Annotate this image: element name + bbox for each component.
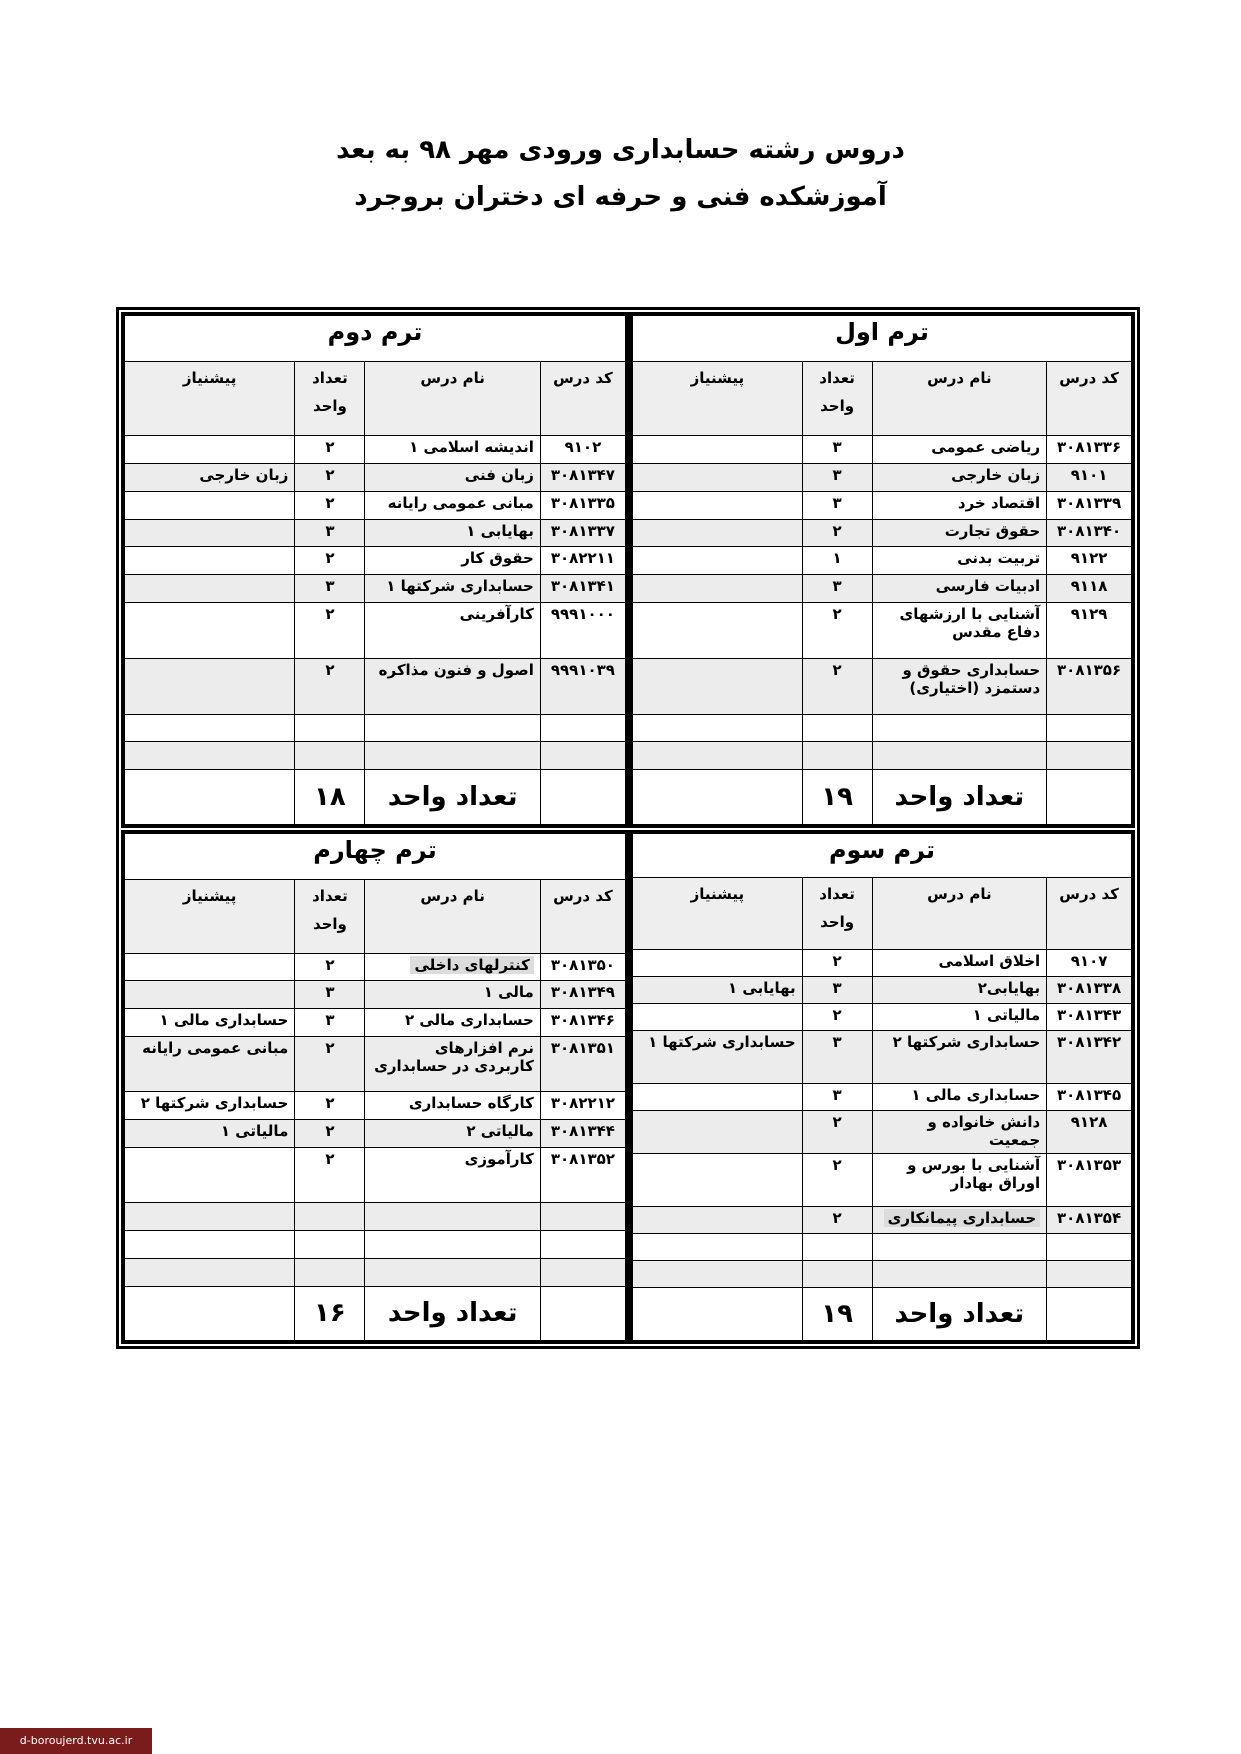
- col-header-name: نام درس: [872, 878, 1047, 949]
- course-code: ۳۰۸۱۳۴۴: [540, 1120, 625, 1148]
- course-name: [365, 1147, 540, 1203]
- table-row: [633, 547, 1132, 575]
- course-name: [872, 519, 1047, 547]
- term-2-table: [121, 312, 629, 828]
- course-code: ۳۰۸۱۳۵۴: [1047, 1207, 1132, 1234]
- course-units: [295, 714, 365, 742]
- table-row: [633, 1111, 1132, 1153]
- course-units: ۲: [295, 436, 365, 464]
- col-header-code: کد درس: [1047, 362, 1132, 436]
- course-name: [365, 547, 540, 575]
- total-label: تعداد واحد: [365, 1286, 540, 1340]
- course-code: ۳۰۸۱۳۳۶: [1047, 436, 1132, 464]
- total-units: ۱۸: [295, 770, 365, 825]
- course-name: [365, 981, 540, 1009]
- course-name: [365, 1231, 540, 1259]
- course-prereq: [125, 1147, 295, 1203]
- col-header-prereq: پیشنیاز: [633, 878, 803, 949]
- course-code: ۳۰۸۱۳۴۲: [1047, 1030, 1132, 1084]
- course-prereq: بهایابی ۱: [633, 976, 803, 1003]
- course-code: ۳۰۸۱۳۵۰: [540, 953, 625, 981]
- course-prereq: [125, 742, 295, 770]
- col-header-code: کد درس: [540, 879, 625, 953]
- col-header-units: تعداد واحد: [295, 879, 365, 953]
- course-units: ۳: [802, 491, 872, 519]
- course-code: [1047, 1261, 1132, 1288]
- course-code: [540, 714, 625, 742]
- course-code: ۹۱۰۷: [1047, 949, 1132, 976]
- course-name-text: کنترلهای داخلی: [410, 956, 533, 974]
- course-units: ۲: [295, 658, 365, 714]
- course-units: ۳: [295, 519, 365, 547]
- table-row: [633, 519, 1132, 547]
- course-code: ۳۰۸۱۳۳۸: [1047, 976, 1132, 1003]
- course-name: [872, 742, 1047, 770]
- col-header-prereq: پیشنیاز: [633, 362, 803, 436]
- term-title: ترم چهارم: [125, 834, 626, 880]
- term-title: ترم سوم: [633, 834, 1132, 878]
- course-code: ۳۰۸۱۳۴۰: [1047, 519, 1132, 547]
- course-code: [540, 1258, 625, 1286]
- table-row: [125, 547, 626, 575]
- course-name: [365, 1258, 540, 1286]
- table-row: [633, 436, 1132, 464]
- course-prereq: [125, 1258, 295, 1286]
- course-prereq: [633, 491, 803, 519]
- course-prereq: [633, 1111, 803, 1153]
- course-code: ۳۰۸۲۲۱۱: [540, 547, 625, 575]
- course-prereq: [633, 949, 803, 976]
- total-label: تعداد واحد: [872, 770, 1047, 825]
- table-row: [125, 1147, 626, 1203]
- course-name-text: کارآموزی: [464, 1149, 534, 1168]
- course-prereq: [125, 603, 295, 659]
- course-name: [872, 1207, 1047, 1234]
- course-units: [802, 1261, 872, 1288]
- course-name: [872, 547, 1047, 575]
- course-code: ۹۱۲۸: [1047, 1111, 1132, 1153]
- course-code: ۹۱۲۹: [1047, 603, 1132, 659]
- course-units: [295, 1203, 365, 1231]
- table-row: [633, 603, 1132, 659]
- course-units: ۳: [802, 976, 872, 1003]
- course-units: ۲: [802, 658, 872, 714]
- term-title: ترم اول: [633, 316, 1132, 362]
- course-name: [872, 976, 1047, 1003]
- course-name-text: حسابداری پیمانکاری: [884, 1209, 1041, 1227]
- course-name: [365, 603, 540, 659]
- course-code: ۳۰۸۱۳۴۷: [540, 463, 625, 491]
- table-row: [633, 1084, 1132, 1111]
- term-1-table: [629, 312, 1135, 828]
- col-header-units: تعداد واحد: [802, 878, 872, 949]
- col-header-name: نام درس: [365, 362, 540, 436]
- course-name-text: نرم افزارهای کاربردی در حسابداری: [374, 1038, 534, 1075]
- course-name-text: ادبیات فارسی: [935, 577, 1041, 596]
- course-prereq: حسابداری شرکتها ۲: [125, 1092, 295, 1120]
- course-name-text: بهایابی۲: [977, 978, 1041, 997]
- course-prereq: [125, 575, 295, 603]
- course-units: ۲: [295, 547, 365, 575]
- course-units: [295, 1258, 365, 1286]
- course-name-text: دانش خانواده و جمعیت: [927, 1113, 1041, 1150]
- table-row: [125, 742, 626, 770]
- course-name: [365, 575, 540, 603]
- course-units: ۲: [295, 603, 365, 659]
- course-prereq: [633, 463, 803, 491]
- course-name: [872, 1153, 1047, 1207]
- course-prereq: [125, 1203, 295, 1231]
- course-name-text: اخلاق اسلامی: [938, 951, 1041, 970]
- total-label: تعداد واحد: [365, 770, 540, 825]
- course-code: ۳۰۸۱۳۳۹: [1047, 491, 1132, 519]
- table-row: [125, 953, 626, 981]
- course-units: ۲: [802, 1003, 872, 1030]
- course-prereq: [633, 1261, 803, 1288]
- course-code: [1047, 742, 1132, 770]
- course-name-text: مالیاتی ۲: [466, 1122, 534, 1141]
- table-row: [125, 463, 626, 491]
- curriculum-frame: [116, 307, 1140, 1349]
- course-code: [540, 1203, 625, 1231]
- course-name-text: بهایابی ۱: [466, 521, 534, 540]
- course-units: ۱: [802, 547, 872, 575]
- course-prereq: [633, 575, 803, 603]
- course-prereq: مالیاتی ۱: [125, 1120, 295, 1148]
- course-prereq: [633, 1153, 803, 1207]
- table-row: [125, 491, 626, 519]
- course-prereq: [633, 658, 803, 714]
- course-prereq: [125, 547, 295, 575]
- course-name-text: مالیاتی ۱: [972, 1005, 1041, 1024]
- course-name: [872, 603, 1047, 659]
- course-units: ۲: [802, 949, 872, 976]
- total-label: تعداد واحد: [872, 1288, 1047, 1341]
- course-code: ۳۰۸۱۳۴۹: [540, 981, 625, 1009]
- table-row: [125, 436, 626, 464]
- course-code: ۳۰۸۱۳۵۳: [1047, 1153, 1132, 1207]
- course-name-text: آشنایی با ارزشهای دفاع مقدس: [899, 605, 1041, 642]
- course-name: [365, 742, 540, 770]
- table-row: [125, 1036, 626, 1092]
- table-row: [633, 1261, 1132, 1288]
- course-code: ۳۰۸۱۳۴۶: [540, 1009, 625, 1037]
- term-4-table: [121, 830, 629, 1344]
- table-row: [125, 658, 626, 714]
- course-units: ۳: [802, 1084, 872, 1111]
- course-prereq: [633, 519, 803, 547]
- course-name-text: حقوق کار: [461, 549, 534, 568]
- course-prereq: [633, 714, 803, 742]
- course-name: [365, 491, 540, 519]
- course-prereq: [125, 1231, 295, 1259]
- table-row: [125, 1092, 626, 1120]
- course-name: [365, 463, 540, 491]
- course-name-text: اقتصاد خرد: [957, 493, 1041, 512]
- course-prereq: [633, 1207, 803, 1234]
- table-row: [633, 658, 1132, 714]
- course-units: ۳: [802, 463, 872, 491]
- table-row: [125, 1009, 626, 1037]
- course-name-text: زبان فنی: [464, 465, 534, 484]
- term-3-table: [629, 830, 1135, 1344]
- col-header-prereq: پیشنیاز: [125, 879, 295, 953]
- course-units: ۲: [802, 1111, 872, 1153]
- course-units: ۲: [295, 953, 365, 981]
- course-prereq: [125, 519, 295, 547]
- total-row: [125, 1286, 626, 1340]
- course-name-text: اندیشه اسلامی ۱: [409, 438, 534, 456]
- course-prereq: [633, 436, 803, 464]
- course-prereq: [125, 953, 295, 981]
- course-name: [872, 1084, 1047, 1111]
- course-prereq: [125, 436, 295, 464]
- table-row: [125, 603, 626, 659]
- course-name: [365, 519, 540, 547]
- course-units: ۲: [295, 1036, 365, 1092]
- course-units: ۲: [802, 603, 872, 659]
- course-name: [872, 714, 1047, 742]
- course-units: ۲: [295, 491, 365, 519]
- course-name: [872, 658, 1047, 714]
- course-units: ۲: [295, 1147, 365, 1203]
- course-name: [365, 953, 540, 981]
- course-prereq: حسابداری شرکتها ۱: [633, 1030, 803, 1084]
- course-name: [872, 1030, 1047, 1084]
- course-prereq: [633, 1003, 803, 1030]
- course-name-text: مبانی عمومی رایانه: [387, 493, 534, 512]
- course-code: ۹۱۰۲: [540, 436, 625, 464]
- total-units: ۱۹: [802, 770, 872, 825]
- col-header-code: کد درس: [1047, 878, 1132, 949]
- col-header-code: کد درس: [540, 362, 625, 436]
- table-row: [125, 1231, 626, 1259]
- course-name-text: حسابداری مالی ۲: [404, 1011, 534, 1030]
- document-title: دروس رشته حسابداری ورودی مهر ۹۸ به بعد: [336, 135, 905, 165]
- course-code: ۳۰۸۱۳۵۱: [540, 1036, 625, 1092]
- course-code: ۹۹۹۱۰۳۹: [540, 658, 625, 714]
- table-row: [125, 981, 626, 1009]
- course-prereq: [125, 714, 295, 742]
- total-units: ۱۹: [802, 1288, 872, 1341]
- course-units: ۲: [802, 519, 872, 547]
- course-units: [802, 714, 872, 742]
- course-prereq: [125, 981, 295, 1009]
- course-units: ۲: [295, 1120, 365, 1148]
- course-units: ۲: [802, 1207, 872, 1234]
- course-units: ۲: [802, 1153, 872, 1207]
- course-code: ۹۹۹۱۰۰۰: [540, 603, 625, 659]
- course-units: ۳: [295, 981, 365, 1009]
- course-prereq: مبانی عمومی رایانه: [125, 1036, 295, 1092]
- col-header-prereq: پیشنیاز: [125, 362, 295, 436]
- table-row: [633, 949, 1132, 976]
- table-row: [633, 742, 1132, 770]
- course-name: [365, 1203, 540, 1231]
- course-name: [872, 575, 1047, 603]
- course-prereq: زبان خارجی: [125, 463, 295, 491]
- course-name: [365, 658, 540, 714]
- course-name-text: کارآفرینی: [459, 605, 534, 624]
- term-title: ترم دوم: [125, 316, 626, 362]
- course-units: ۲: [295, 463, 365, 491]
- course-units: [295, 742, 365, 770]
- col-header-units: تعداد واحد: [295, 362, 365, 436]
- course-name-text: حسابداری حقوق و دستمزد (اختیاری): [902, 660, 1041, 697]
- course-name-text: حقوق تجارت: [944, 521, 1041, 540]
- course-prereq: [125, 491, 295, 519]
- course-code: ۳۰۸۱۳۴۵: [1047, 1084, 1132, 1111]
- course-code: ۹۱۰۱: [1047, 463, 1132, 491]
- table-row: [633, 491, 1132, 519]
- course-name: [872, 949, 1047, 976]
- table-row: [125, 714, 626, 742]
- course-name-text: تربیت بدنی: [957, 549, 1041, 568]
- course-units: [802, 1234, 872, 1261]
- course-prereq: [633, 1084, 803, 1111]
- course-code: ۹۱۲۲: [1047, 547, 1132, 575]
- course-units: ۳: [802, 1030, 872, 1084]
- course-name: [872, 1003, 1047, 1030]
- course-code: ۹۱۱۸: [1047, 575, 1132, 603]
- col-header-name: نام درس: [872, 362, 1047, 436]
- course-units: ۳: [295, 1009, 365, 1037]
- course-name-text: حسابداری شرکتها ۱: [386, 577, 534, 596]
- col-header-name: نام درس: [365, 879, 540, 953]
- course-name-text: حسابداری مالی ۱: [911, 1086, 1041, 1105]
- table-row: [125, 1120, 626, 1148]
- course-prereq: حسابداری مالی ۱: [125, 1009, 295, 1037]
- course-prereq: [125, 658, 295, 714]
- table-row: [125, 1203, 626, 1231]
- course-name: [872, 1261, 1047, 1288]
- table-row: [633, 714, 1132, 742]
- table-row: [633, 1003, 1132, 1030]
- course-name-text: زبان خارجی: [951, 465, 1041, 484]
- course-code: ۳۰۸۱۳۵۶: [1047, 658, 1132, 714]
- table-row: [633, 575, 1132, 603]
- course-name-text: مالی ۱: [483, 983, 534, 1002]
- col-header-units: تعداد واحد: [802, 362, 872, 436]
- course-units: [295, 1231, 365, 1259]
- course-units: ۳: [802, 436, 872, 464]
- course-prereq: [633, 742, 803, 770]
- site-watermark: d-boroujerd.tvu.ac.ir: [0, 1728, 152, 1754]
- course-name-text: اصول و فنون مذاکره: [378, 660, 534, 679]
- course-name-text: حسابداری شرکتها ۲: [892, 1032, 1041, 1051]
- total-units: ۱۶: [295, 1286, 365, 1340]
- course-units: ۳: [802, 575, 872, 603]
- course-prereq: [633, 603, 803, 659]
- course-name: [365, 714, 540, 742]
- course-code: [540, 1231, 625, 1259]
- table-row: [633, 1207, 1132, 1234]
- course-name: [365, 1092, 540, 1120]
- table-row: [633, 976, 1132, 1003]
- total-row: [633, 1288, 1132, 1341]
- table-row: [125, 1258, 626, 1286]
- course-name: [872, 463, 1047, 491]
- course-units: [802, 742, 872, 770]
- course-prereq: [633, 1234, 803, 1261]
- course-name: [365, 1036, 540, 1092]
- course-code: [1047, 1234, 1132, 1261]
- course-code: ۳۰۸۱۳۵۲: [540, 1147, 625, 1203]
- course-name-text: کارگاه حسابداری: [408, 1094, 534, 1113]
- course-name: [872, 1111, 1047, 1153]
- course-name-text: آشنایی با بورس و اوراق بهادار: [907, 1155, 1041, 1192]
- course-code: ۳۰۸۱۳۳۷: [540, 519, 625, 547]
- total-row: [125, 770, 626, 825]
- course-name: [365, 436, 540, 464]
- table-row: [633, 1030, 1132, 1084]
- course-code: ۳۰۸۱۳۳۵: [540, 491, 625, 519]
- course-name-text: ریاضی عمومی: [931, 438, 1041, 456]
- course-code: ۳۰۸۱۳۴۱: [540, 575, 625, 603]
- course-name: [365, 1120, 540, 1148]
- table-row: [125, 575, 626, 603]
- table-row: [633, 1153, 1132, 1207]
- total-row: [633, 770, 1132, 825]
- table-row: [633, 1234, 1132, 1261]
- document-subtitle: آموزشکده فنی و حرفه ای دختران بروجرد: [354, 182, 887, 212]
- table-row: [125, 519, 626, 547]
- course-prereq: [633, 547, 803, 575]
- course-code: ۳۰۸۱۳۴۳: [1047, 1003, 1132, 1030]
- course-code: [540, 742, 625, 770]
- course-name: [872, 1234, 1047, 1261]
- course-code: [1047, 714, 1132, 742]
- course-units: ۲: [295, 1092, 365, 1120]
- course-name: [872, 491, 1047, 519]
- course-code: ۳۰۸۲۲۱۲: [540, 1092, 625, 1120]
- table-row: [633, 463, 1132, 491]
- course-units: ۳: [295, 575, 365, 603]
- course-name: [365, 1009, 540, 1037]
- course-name: [872, 436, 1047, 464]
